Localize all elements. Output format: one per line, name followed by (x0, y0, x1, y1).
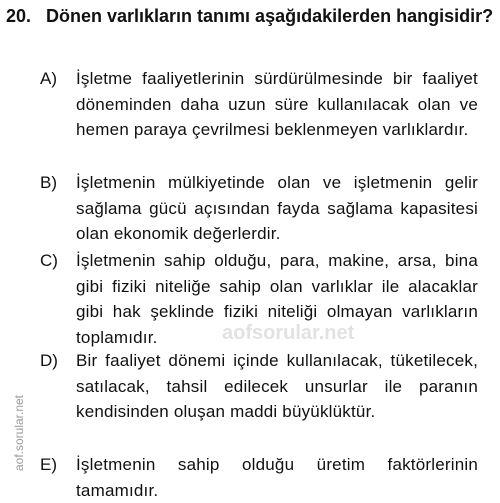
watermark: aofsorular.net (222, 322, 355, 344)
option-text: İşletmenin sahip olduğu, para, makine, arsa, bina gibi fiziki niteliğe sahip olan varlıklar ile alacaklar gibi hak şeklinde fiziki niteliği olmayan varlıkların toplamıdır. (76, 251, 478, 347)
option-letter: C) (40, 251, 58, 270)
option-letter: B) (40, 173, 57, 192)
side-watermark: aof.sorular.net (12, 394, 26, 472)
option-text: Bir faaliyet dönemi içinde kullanılacak, tüketilecek, satılacak, tahsil edilecek unsurlar ile paranın kendisinden oluşan maddi büyüklüktür. (76, 351, 478, 421)
option-text: İşletmenin sahip olduğu üretim faktörlerinin tamamıdır. (76, 455, 478, 500)
option-letter: D) (40, 351, 58, 370)
option-text: İşletme faaliyetlerinin sürdürülmesinde bir faaliyet döneminden daha uzun süre kullanılacak olan ve hemen paraya çevrilmesi beklenmeyen varlıklardır. (76, 69, 478, 139)
question-number: 20. (6, 6, 32, 26)
option-text: İşletmenin mülkiyetinde olan ve işletmenin gelir sağlama gücü açısından fayda sağlama kapasitesi olan ekonomik değerlerdir. (76, 173, 478, 243)
option-letter: E) (40, 455, 57, 474)
option-letter: A) (40, 69, 57, 88)
question-text: Dönen varlıkların tanımı aşağıdakilerden hangisidir? (46, 6, 494, 26)
